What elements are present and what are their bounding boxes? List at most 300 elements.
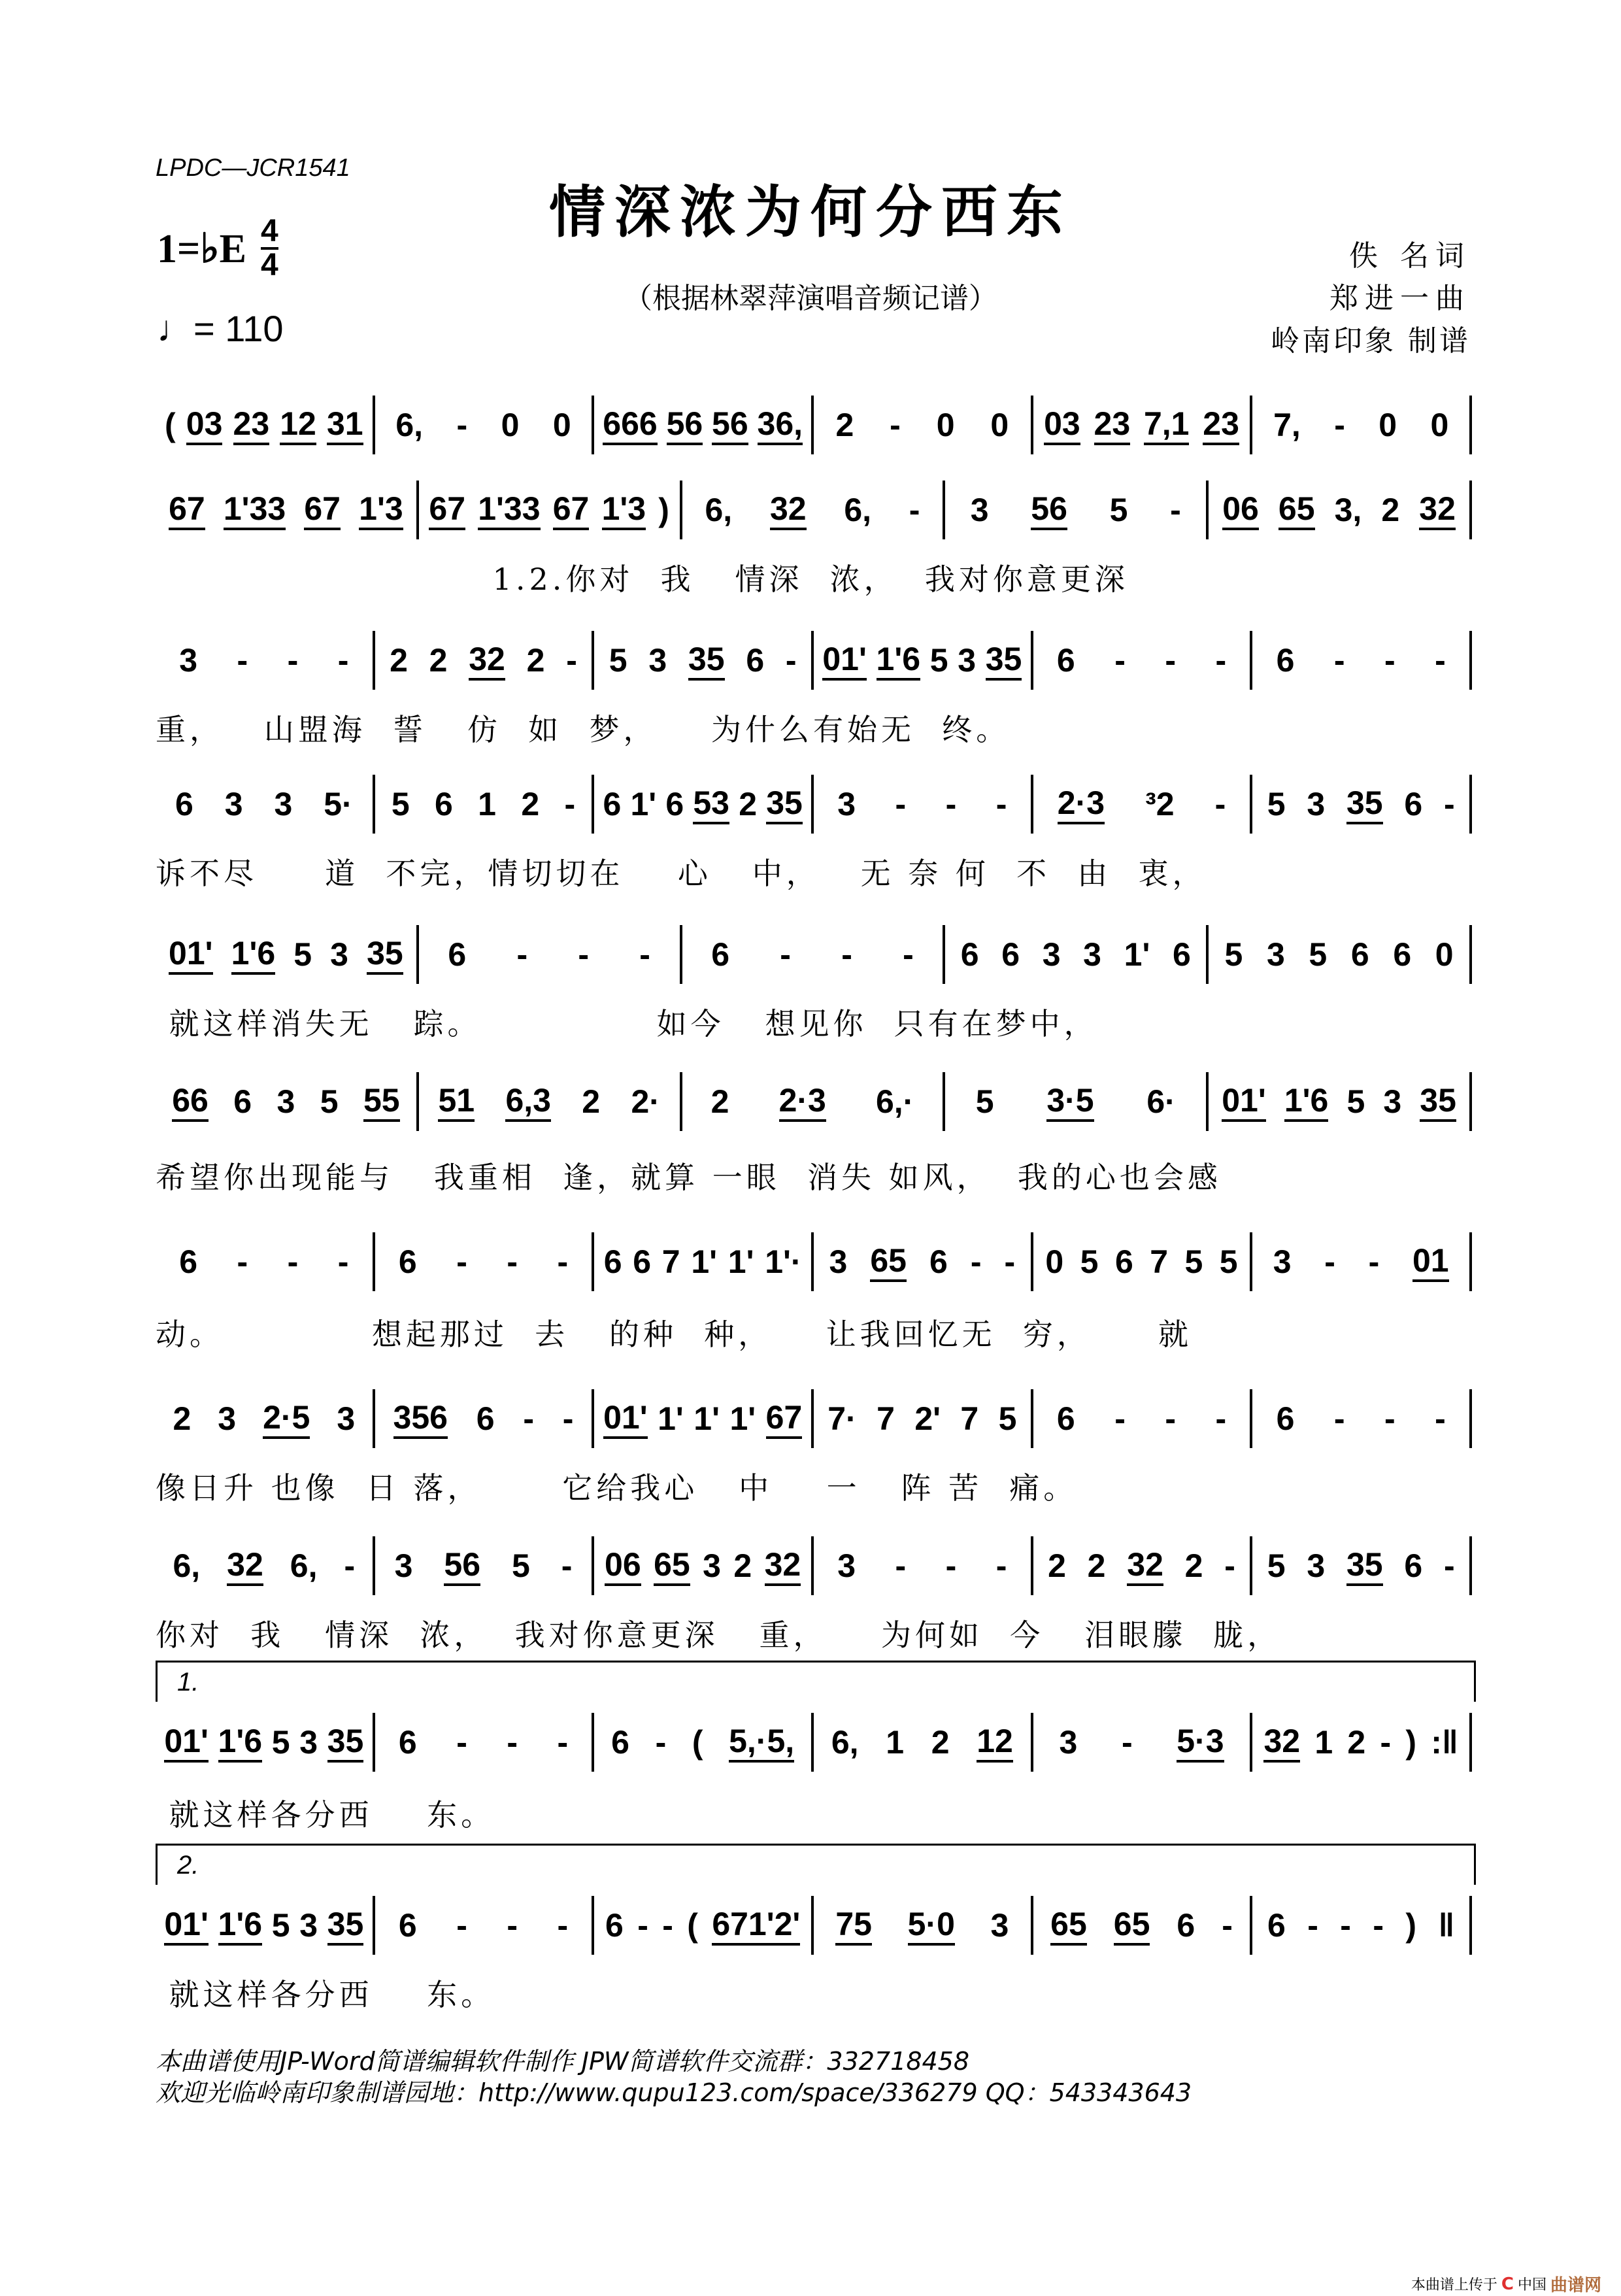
note: 35: [1420, 1081, 1456, 1122]
measure: [814, 1896, 1033, 1955]
note: 1'6: [1284, 1081, 1329, 1122]
note: -: [909, 492, 920, 528]
note: 03: [186, 405, 223, 445]
note: 3: [299, 1907, 318, 1944]
note: -: [237, 642, 248, 679]
measure: [682, 1072, 946, 1131]
note: 1': [658, 1400, 684, 1437]
note: 7: [661, 1243, 680, 1280]
note: 23: [233, 405, 270, 445]
time-signature: [261, 216, 278, 281]
measure: [156, 1536, 375, 1595]
measure: [1252, 1536, 1472, 1595]
measure: [814, 775, 1033, 834]
note: 5: [320, 1083, 339, 1120]
note: -: [890, 407, 901, 443]
note: 1'33: [224, 490, 286, 530]
note: -: [995, 1547, 1007, 1584]
note: 6,: [705, 492, 733, 528]
measure: [594, 1232, 814, 1291]
tempo-marking: ♩= 110: [157, 308, 284, 349]
note: 32: [227, 1545, 263, 1586]
note: 2: [710, 1083, 729, 1120]
key-label: 1=♭E: [157, 227, 246, 271]
note: 6: [665, 786, 684, 822]
note: -: [1222, 1907, 1233, 1944]
measure: [814, 1389, 1033, 1448]
note: 56: [444, 1545, 480, 1586]
measure: [156, 775, 375, 834]
note: 6: [476, 1400, 495, 1437]
note: -: [903, 936, 914, 973]
measure: [375, 396, 595, 454]
note: 3: [1083, 936, 1101, 973]
measure: [1033, 1536, 1253, 1595]
note: -: [1380, 1724, 1392, 1761]
note: 65: [1114, 1905, 1150, 1946]
note: 5: [1224, 936, 1243, 973]
note: ³2: [1145, 786, 1175, 822]
note: -: [344, 1547, 356, 1584]
note: 666: [603, 405, 657, 445]
note: (: [165, 407, 176, 443]
note: 3: [970, 492, 989, 528]
measure: [594, 631, 814, 690]
measure: [814, 396, 1033, 454]
note: -: [1165, 1400, 1176, 1437]
note: 3: [224, 786, 243, 822]
note: -: [1114, 642, 1126, 679]
lyric-line: 像日升 也像 日 落， 它给我心 中 一 阵 苦 痛。: [156, 1470, 1078, 1506]
note: 3: [274, 786, 293, 822]
note: 5: [1080, 1243, 1099, 1280]
note: 36,: [758, 405, 803, 445]
note: 7·: [827, 1400, 857, 1437]
note: -: [523, 1400, 534, 1437]
note: 3: [837, 1547, 856, 1584]
note: 3: [829, 1243, 848, 1280]
measure: [945, 925, 1209, 984]
note: (: [692, 1724, 703, 1761]
volta-bracket: [156, 1661, 1476, 1702]
note: 6: [175, 786, 193, 822]
note: 2: [526, 642, 545, 679]
note: -: [1114, 1400, 1126, 1437]
lyric-line: 就这样消失无 踪。 如今 想见你 只有在梦中，: [156, 1006, 1098, 1041]
note: -: [895, 786, 907, 822]
note: 2: [733, 1547, 752, 1584]
staff-line: [156, 481, 1472, 539]
measure: [1033, 1896, 1253, 1955]
note: 3: [958, 642, 977, 679]
note: -: [337, 642, 349, 679]
note: 2: [1184, 1547, 1203, 1584]
note: 0: [990, 407, 1009, 443]
staff-line: [156, 1232, 1472, 1291]
note: 65: [1278, 490, 1315, 530]
note: 5,·5,: [729, 1722, 794, 1763]
note: 1: [886, 1724, 905, 1761]
watermark-site: 中国: [1517, 2277, 1546, 2293]
note: -: [1214, 786, 1226, 822]
measure: [156, 1072, 419, 1131]
note: 356: [393, 1398, 448, 1439]
note: 1': [727, 1243, 754, 1280]
note: 3: [330, 936, 348, 973]
lyric-line: 诉不尽 道 不完，情切切在 心 中， 无 奈 何 不 由 衷，: [156, 856, 1207, 891]
note: 3: [648, 642, 667, 679]
note: 67: [553, 490, 590, 530]
note: 5·0: [908, 1905, 955, 1946]
note: 55: [363, 1081, 400, 1122]
note: 7: [960, 1400, 979, 1437]
note: -: [1368, 1243, 1380, 1280]
note: -: [507, 1724, 518, 1761]
note: -: [1307, 1907, 1318, 1944]
note: 2·: [631, 1083, 660, 1120]
note: 67: [304, 490, 341, 530]
note: -: [1215, 642, 1227, 679]
note: 0: [1045, 1243, 1064, 1280]
note: 2: [739, 786, 758, 822]
note: 2: [429, 642, 448, 679]
note: 12: [977, 1722, 1013, 1763]
note: 2·5: [263, 1398, 310, 1439]
measure: [375, 1896, 595, 1955]
staff-line: [156, 396, 1472, 454]
time-bottom: 4: [260, 248, 278, 282]
note: 65: [870, 1241, 907, 1282]
note: -: [566, 642, 577, 679]
note: 3: [1042, 936, 1061, 973]
note: 23: [1094, 405, 1131, 445]
note: 5: [271, 1907, 290, 1944]
note: (: [687, 1907, 698, 1944]
note: 1'6: [218, 1905, 263, 1946]
subtitle: （根据林翠萍演唱音频记谱）: [624, 282, 997, 315]
note: 3: [1273, 1243, 1292, 1280]
note: 1: [1314, 1724, 1333, 1761]
note: -: [1384, 642, 1395, 679]
note: 01': [603, 1398, 648, 1439]
note: 3: [179, 642, 198, 679]
note: 6: [929, 1243, 948, 1280]
note: 6: [711, 936, 730, 973]
note: 6: [1276, 1400, 1295, 1437]
note: -: [970, 1243, 982, 1280]
note: :‖: [1431, 1724, 1458, 1761]
measure: [156, 1896, 375, 1955]
note: 67: [429, 490, 465, 530]
measure: [945, 1072, 1209, 1131]
volta-number: 2.: [177, 1851, 199, 1880]
key-signature: [157, 216, 278, 281]
note: 5: [1109, 492, 1128, 528]
note: 65: [654, 1545, 690, 1586]
note: -: [337, 1243, 349, 1280]
note: 67: [766, 1398, 803, 1439]
note: 6: [398, 1907, 417, 1944]
note: 5: [1219, 1243, 1238, 1280]
note: 06: [605, 1545, 641, 1586]
note: 23: [1203, 405, 1239, 445]
note: -: [662, 1907, 673, 1944]
measure: [1033, 631, 1253, 690]
measure: [945, 481, 1209, 539]
footer-line-2: 欢迎光临岭南印象制谱园地：http://www.qupu123.com/space/336279 QQ：543343643: [156, 2078, 1192, 2107]
note: -: [1373, 1907, 1384, 1944]
measure: [594, 1713, 814, 1772]
note: -: [785, 642, 797, 679]
note: 5: [1309, 936, 1328, 973]
note: -: [1443, 786, 1455, 822]
note: 0: [552, 407, 571, 443]
note: -: [945, 1547, 957, 1584]
note: 5: [1184, 1243, 1203, 1280]
note: 56: [667, 405, 703, 445]
note: -: [1324, 1243, 1335, 1280]
note: 66: [172, 1081, 209, 1122]
note: 6: [1404, 1547, 1423, 1584]
note: -: [1004, 1243, 1016, 1280]
measure: [594, 1536, 814, 1595]
measure: [375, 1232, 595, 1291]
note: -: [456, 1907, 467, 1944]
note: -: [507, 1243, 518, 1280]
staff-line: [156, 1536, 1472, 1595]
note: 32: [469, 640, 505, 681]
note: 3: [337, 1400, 356, 1437]
note: 6: [611, 1724, 629, 1761]
note: 6: [233, 1083, 252, 1120]
note: -: [1435, 1400, 1446, 1437]
measure: [594, 396, 814, 454]
note: 51: [438, 1081, 475, 1122]
note: 01': [164, 1905, 209, 1946]
measure: [419, 481, 682, 539]
measure: [156, 481, 419, 539]
note: 1'33: [478, 490, 540, 530]
note: 3: [837, 786, 856, 822]
note: -: [578, 936, 590, 973]
note: -: [557, 1243, 569, 1280]
measure: [375, 1713, 595, 1772]
lyric-line: 重， 山盟海 誓 仿 如 梦， 为什么有始无 终。: [156, 712, 1011, 747]
measure: [1033, 396, 1253, 454]
note: 6: [746, 642, 765, 679]
note: 35: [1346, 784, 1383, 824]
note: 1'6: [218, 1722, 263, 1763]
note: 2: [521, 786, 540, 822]
note: 0: [1435, 936, 1454, 973]
note: 35: [367, 934, 403, 975]
note: 6,: [831, 1724, 859, 1761]
measure: [375, 631, 595, 690]
site-logo-icon: C: [1501, 2274, 1514, 2294]
measure: [1209, 1072, 1472, 1131]
measure: [375, 1536, 595, 1595]
note: 5: [1267, 786, 1286, 822]
note: 3: [394, 1547, 413, 1584]
note: 0: [1430, 407, 1449, 443]
note: 1'6: [877, 640, 921, 681]
measure: [156, 396, 375, 454]
note: 5: [1267, 1547, 1286, 1584]
note: 5: [975, 1083, 994, 1120]
note: ): [658, 492, 669, 528]
note: -: [1333, 642, 1345, 679]
staff-line: [156, 925, 1472, 984]
note: -: [456, 1243, 467, 1280]
note: 35: [327, 1722, 364, 1763]
note: 2: [1347, 1724, 1366, 1761]
measure: [594, 1389, 814, 1448]
measure: [814, 1232, 1033, 1291]
measure: [375, 1389, 595, 1448]
note: 3: [1059, 1724, 1078, 1761]
note: 3: [218, 1400, 237, 1437]
note: 6: [1393, 936, 1412, 973]
lyricist-credit: 佚 名词: [1349, 239, 1471, 273]
note: 3: [1266, 936, 1285, 973]
note: 6: [448, 936, 467, 973]
lyric-line: 你对 我 情深 浓， 我对你意更深 重， 为何如 今 泪眼朦 胧，: [156, 1617, 1282, 1653]
watermark-prefix: 本曲谱上传于: [1411, 2277, 1497, 2293]
note: 5: [511, 1547, 530, 1584]
note: 6,: [844, 492, 872, 528]
note: 6,: [173, 1547, 201, 1584]
note: -: [287, 1243, 299, 1280]
measure: [1252, 631, 1472, 690]
note: 35: [1346, 1545, 1383, 1586]
note: 2: [173, 1400, 192, 1437]
note: 6·: [1146, 1083, 1176, 1120]
note: ): [1405, 1724, 1417, 1761]
note: 5: [1346, 1083, 1365, 1120]
measure: [1209, 925, 1472, 984]
note: -: [237, 1243, 248, 1280]
measure: [156, 1389, 375, 1448]
note: 1'·: [765, 1243, 802, 1280]
note: 3: [1383, 1083, 1402, 1120]
note: -: [780, 936, 791, 973]
measure: [156, 1232, 375, 1291]
note: 3: [299, 1724, 318, 1761]
note: -: [564, 786, 576, 822]
measure: [156, 1713, 375, 1772]
note: 32: [770, 490, 807, 530]
time-top: 4: [260, 214, 278, 248]
note: -: [995, 786, 1007, 822]
note: 1': [1124, 936, 1150, 973]
note: 32: [1419, 490, 1456, 530]
note: 5: [998, 1400, 1017, 1437]
note: 6: [603, 1243, 622, 1280]
note: 3,: [1334, 492, 1362, 528]
staff-line: [156, 1713, 1472, 1772]
note: 6: [1001, 936, 1020, 973]
note: 2: [582, 1083, 601, 1120]
note: 06: [1222, 490, 1259, 530]
note: -: [1333, 1400, 1345, 1437]
volta-bracket: [156, 1844, 1476, 1885]
note: 1': [630, 786, 657, 822]
lyric-line: 动。 想起那过 去 的种 种， 让我回忆无 穷， 就: [156, 1317, 1193, 1352]
note: 6: [398, 1724, 417, 1761]
note: 5·: [324, 786, 353, 822]
note: 0: [936, 407, 955, 443]
note: 3·5: [1046, 1081, 1094, 1122]
note: 1'6: [231, 934, 276, 975]
note: 3: [1307, 1547, 1326, 1584]
note: 6,: [395, 407, 424, 443]
measure: [1033, 1713, 1253, 1772]
note: 03: [1044, 405, 1080, 445]
measure: [814, 631, 1033, 690]
note: 671'2': [712, 1905, 800, 1946]
footer-line-1: 本曲谱使用JP-Word简谱编辑软件制作 JPW简谱软件交流群：332718458: [156, 2047, 970, 2076]
note: -: [1215, 1400, 1227, 1437]
note: -: [1384, 1400, 1395, 1437]
note: -: [456, 1724, 467, 1761]
note: 6,·: [875, 1083, 914, 1120]
measure: [814, 1536, 1033, 1595]
measure: [1033, 775, 1253, 834]
note: -: [639, 936, 650, 973]
note: -: [637, 1907, 648, 1944]
note: 2·3: [779, 1081, 826, 1122]
note: 5: [391, 786, 410, 822]
note: -: [507, 1907, 518, 1944]
note: 6: [435, 786, 453, 822]
note: 67: [169, 490, 205, 530]
note: 2: [931, 1724, 950, 1761]
note: 3: [990, 1907, 1009, 1944]
note: 53: [693, 784, 729, 824]
note: 6: [1056, 642, 1075, 679]
note: 2: [1048, 1547, 1066, 1584]
staff-line: [156, 1896, 1472, 1955]
note: -: [1165, 642, 1176, 679]
note: 5: [271, 1724, 290, 1761]
measure: [1252, 396, 1472, 454]
note: 65: [1050, 1905, 1087, 1946]
composer-credit: 郑进一曲: [1329, 282, 1471, 315]
lyric-line: 希望你出现能与 我重相 逢，就算 一眼 消失 如风， 我的心也会感: [156, 1160, 1222, 1195]
note: 5: [929, 642, 948, 679]
note: 5: [609, 642, 627, 679]
note: 6: [1267, 1907, 1286, 1944]
measure: [594, 775, 814, 834]
note: 32: [765, 1545, 801, 1586]
song-title: 情深浓为何分西东: [549, 179, 1072, 245]
note: 01': [169, 934, 213, 975]
staff-line: [156, 1389, 1472, 1448]
note: 35: [986, 640, 1022, 681]
note: 1'3: [359, 490, 403, 530]
note: 5: [293, 936, 312, 973]
note: ‖: [1438, 1907, 1455, 1944]
note: -: [456, 407, 468, 443]
note: -: [655, 1724, 667, 1761]
note: 5·3: [1177, 1722, 1224, 1763]
note: 1: [478, 786, 496, 822]
note: 6: [960, 936, 979, 973]
note: -: [895, 1547, 907, 1584]
measure: [1252, 1713, 1472, 1772]
measure: [1209, 481, 1472, 539]
note: 6: [179, 1243, 198, 1280]
